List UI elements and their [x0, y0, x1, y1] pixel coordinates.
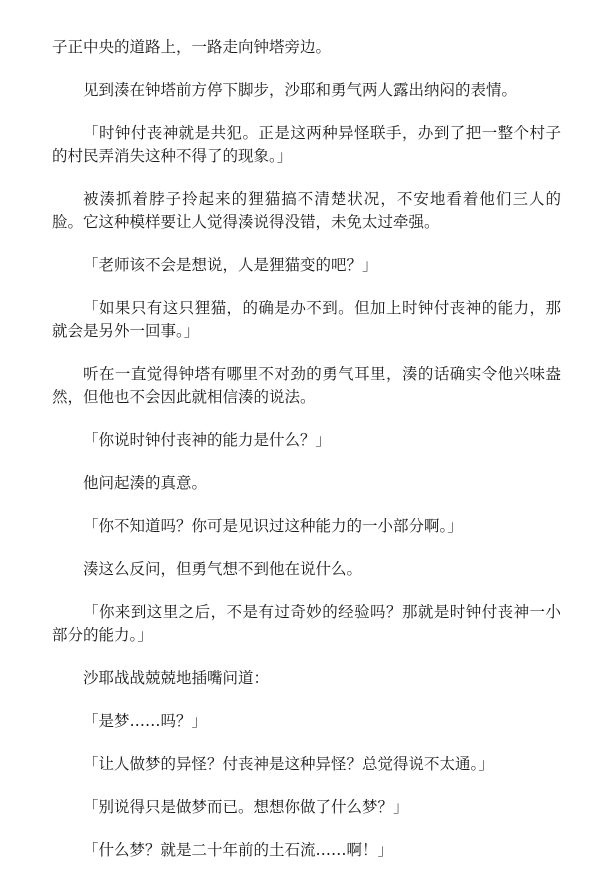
paragraph-10: 「你不知道吗？你可是见识过这种能力的一小部分啊。」	[83, 517, 463, 535]
paragraph-16: 「别说得只是做梦而已。想想你做了什么梦？」	[83, 798, 409, 816]
paragraph-14: 「是梦……吗？」	[83, 712, 208, 730]
paragraph-3: 「时钟付丧神就是共犯。正是这两种异怪联手，办到了把一整个村子的村民弄消失这种不得了的现象。」	[52, 124, 561, 165]
paragraph-11: 湊这么反问，但勇气想不到他在说什么。	[83, 560, 363, 578]
paragraph-9: 他问起湊的真意。	[83, 474, 208, 492]
paragraph-12: 「你来到这里之后，不是有过奇妙的经验吗？那就是时钟付丧神一小部分的能力。」	[52, 603, 561, 644]
paragraph-7: 听在一直觉得钟塔有哪里不对劲的勇气耳里，湊的话确实令他兴味盎然，但他也不会因此就相信湊的说法。	[52, 365, 561, 406]
paragraph-17: 「什么梦？就是二十年前的土石流……啊！」	[83, 841, 394, 859]
paragraph-13: 沙耶战战兢兢地插嘴问道：	[83, 669, 270, 687]
paragraph-4: 被湊抓着脖子拎起来的狸猫搞不清楚状况，不安地看着他们三人的脸。它这种模样要让人觉得湊说得没错，未免太过牵强。	[52, 190, 561, 231]
paragraph-1: 子正中央的道路上，一路走向钟塔旁边。	[52, 38, 332, 56]
paragraph-8: 「你说时钟付丧神的能力是什么？」	[83, 431, 332, 449]
paragraph-5: 「老师该不会是想说，人是狸猫变的吧？」	[83, 256, 378, 274]
paragraph-15: 「让人做梦的异怪？付丧神是这种异怪？总觉得说不太通。」	[83, 755, 494, 773]
paragraph-6: 「如果只有这只狸猫，的确是办不到。但加上时钟付丧神的能力，那就会是另外一回事。」	[52, 299, 561, 340]
paragraph-2: 见到湊在钟塔前方停下脚步，沙耶和勇气两人露出纳闷的表情。	[83, 81, 518, 99]
